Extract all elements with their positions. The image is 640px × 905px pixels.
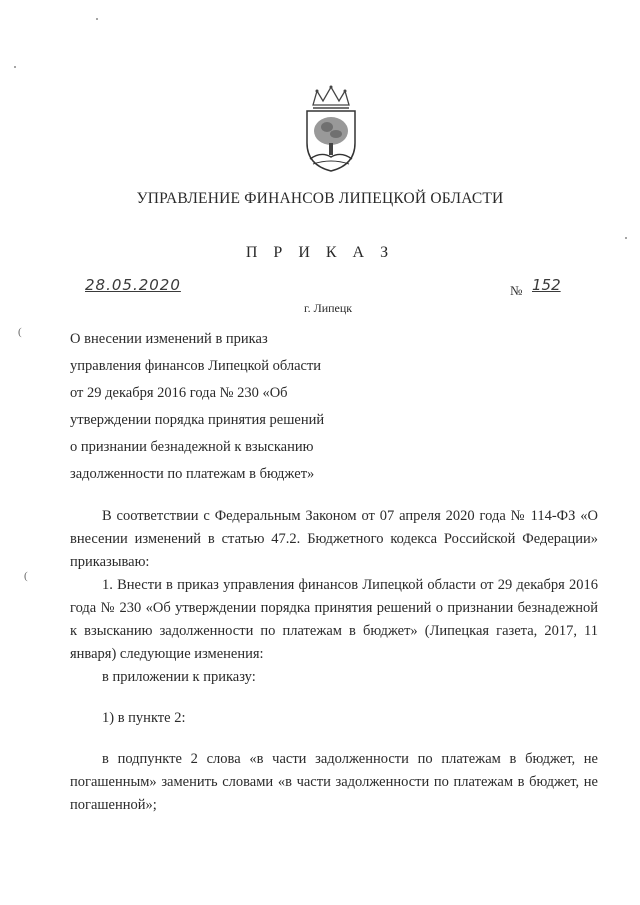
subject-line: о признании безнадежной к взысканию [70,439,314,455]
body-paragraph: 1) в пункте 2: [102,710,186,726]
subject-line: О внесении изменений в приказ [70,331,268,347]
subject-line: управления финансов Липецкой области [70,358,322,374]
document-type: П Р И К А З [245,244,395,261]
order-number: 152 [532,276,561,294]
scan-dot [14,66,16,68]
subject-line: от 29 декабря 2016 года № 230 «Об [70,385,288,401]
subject-line: задолженности по платежам в бюджет» [70,466,315,482]
lipetsk-coat-of-arms-icon [299,85,363,173]
body-paragraph: 1. Внести в приказ управления финансов Липецкой области от 29 декабря 2016 года № 230 «Об утверждении порядка принятия решений о признании безнадежной к взысканию задолженности по платежам в бюджет» (Липецкая газета, 2017, 11 января) следующие изменения: [70,577,598,662]
order-subject [70,326,324,488]
body-paragraph: В соответствии с Федеральным Законом от 07 апреля 2020 года № 114-ФЗ «О внесении изменений в статью 47.2. Бюджетного кодекса Российской Федерации» приказываю: [70,508,598,570]
scan-mark: ( [18,326,22,338]
body-paragraph: в приложении к приказу: [102,669,256,685]
organization-title: УПРАВЛЕНИЕ ФИНАНСОВ ЛИПЕЦКОЙ ОБЛАСТИ [136,190,504,207]
city: г. Липецк [304,301,353,315]
scan-mark: ( [24,570,28,582]
scan-dot [96,18,98,20]
body-paragraph: в подпункте 2 слова «в части задолженности по платежам в бюджет, не погашенным» заменить словами «в части задолженности по платежам в бюджет, не погашенной»; [70,751,598,813]
order-date: 28.05.2020 [85,276,181,294]
scan-dot [625,237,627,239]
subject-line: утверждении порядка принятия решений [70,412,325,428]
order-body [70,505,598,817]
order-number-label: № [510,283,523,298]
